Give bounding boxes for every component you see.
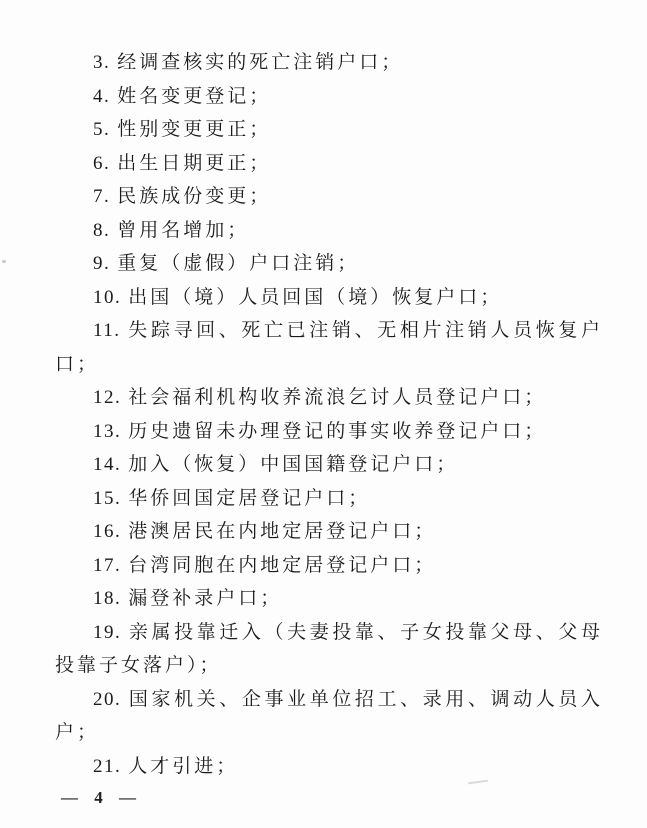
item-number: 3.	[93, 52, 111, 73]
item-text: 漏登补录户口；	[128, 588, 283, 609]
item-number: 13.	[93, 420, 122, 442]
item-text: 经调查核实的死亡注销户口；	[117, 52, 404, 73]
item-text: 国家机关、企事业单位招工、录用、调动人员入户；	[55, 688, 603, 743]
item-text: 社会福利机构收养流浪乞讨人员登记户口；	[128, 387, 547, 408]
item-text: 姓名变更登记；	[117, 85, 272, 107]
item-number: 21.	[93, 755, 122, 777]
item-number: 15.	[93, 487, 122, 509]
item-text: 港澳居民在内地定居登记户口；	[128, 521, 437, 542]
list-item	[55, 683, 603, 750]
list-item	[55, 281, 603, 315]
item-text: 亲属投靠迁入（夫妻投靠、子女投靠父母、父母投靠子女落户）；	[55, 621, 603, 676]
list-item	[55, 46, 603, 80]
item-number: 20.	[93, 688, 122, 710]
list-item	[55, 448, 603, 482]
item-text: 出国（境）人员回国（境）恢复户口；	[128, 286, 503, 308]
item-number: 17.	[93, 554, 122, 576]
item-number: 14.	[93, 454, 122, 475]
item-number: 5.	[93, 119, 111, 140]
item-number: 12.	[93, 387, 122, 408]
item-text: 重复（虚假）户口注销；	[117, 253, 360, 274]
item-text: 华侨回国定居登记户口；	[128, 487, 371, 509]
item-text: 民族成份变更；	[117, 186, 272, 207]
list-item	[55, 314, 603, 381]
list-item	[55, 616, 603, 683]
list-item	[55, 415, 603, 449]
page-number-footer: — 4 —	[61, 788, 142, 807]
list-item	[55, 180, 603, 214]
item-text: 人才引进；	[128, 755, 239, 777]
item-number: 9.	[93, 253, 111, 274]
list-item	[55, 549, 603, 583]
numbered-list	[55, 46, 603, 783]
item-number: 7.	[93, 186, 111, 207]
scan-speck	[2, 260, 6, 263]
item-text: 失踪寻回、死亡已注销、无相片注销人员恢复户口；	[55, 320, 603, 375]
item-number: 19.	[93, 621, 122, 643]
list-item	[55, 247, 603, 281]
item-number: 8.	[93, 219, 111, 241]
list-item	[55, 482, 603, 516]
list-item	[55, 750, 603, 784]
list-item	[55, 515, 603, 549]
item-text: 加入（恢复）中国国籍登记户口；	[128, 454, 459, 475]
list-item	[55, 80, 603, 114]
item-number: 18.	[93, 588, 122, 609]
item-number: 6.	[93, 152, 111, 174]
list-item	[55, 147, 603, 181]
item-number: 10.	[93, 286, 122, 308]
item-text: 性别变更更正；	[117, 119, 272, 140]
item-number: 16.	[93, 521, 122, 542]
item-number: 11.	[93, 320, 121, 341]
list-item	[55, 214, 603, 248]
item-text: 曾用名增加；	[117, 219, 250, 241]
list-item	[55, 582, 603, 616]
item-text: 历史遗留未办理登记的事实收养登记户口；	[128, 420, 547, 442]
list-item	[55, 381, 603, 415]
item-number: 4.	[93, 85, 111, 107]
item-text: 台湾同胞在内地定居登记户口；	[128, 554, 437, 576]
list-item	[55, 113, 603, 147]
item-text: 出生日期更正；	[117, 152, 272, 174]
